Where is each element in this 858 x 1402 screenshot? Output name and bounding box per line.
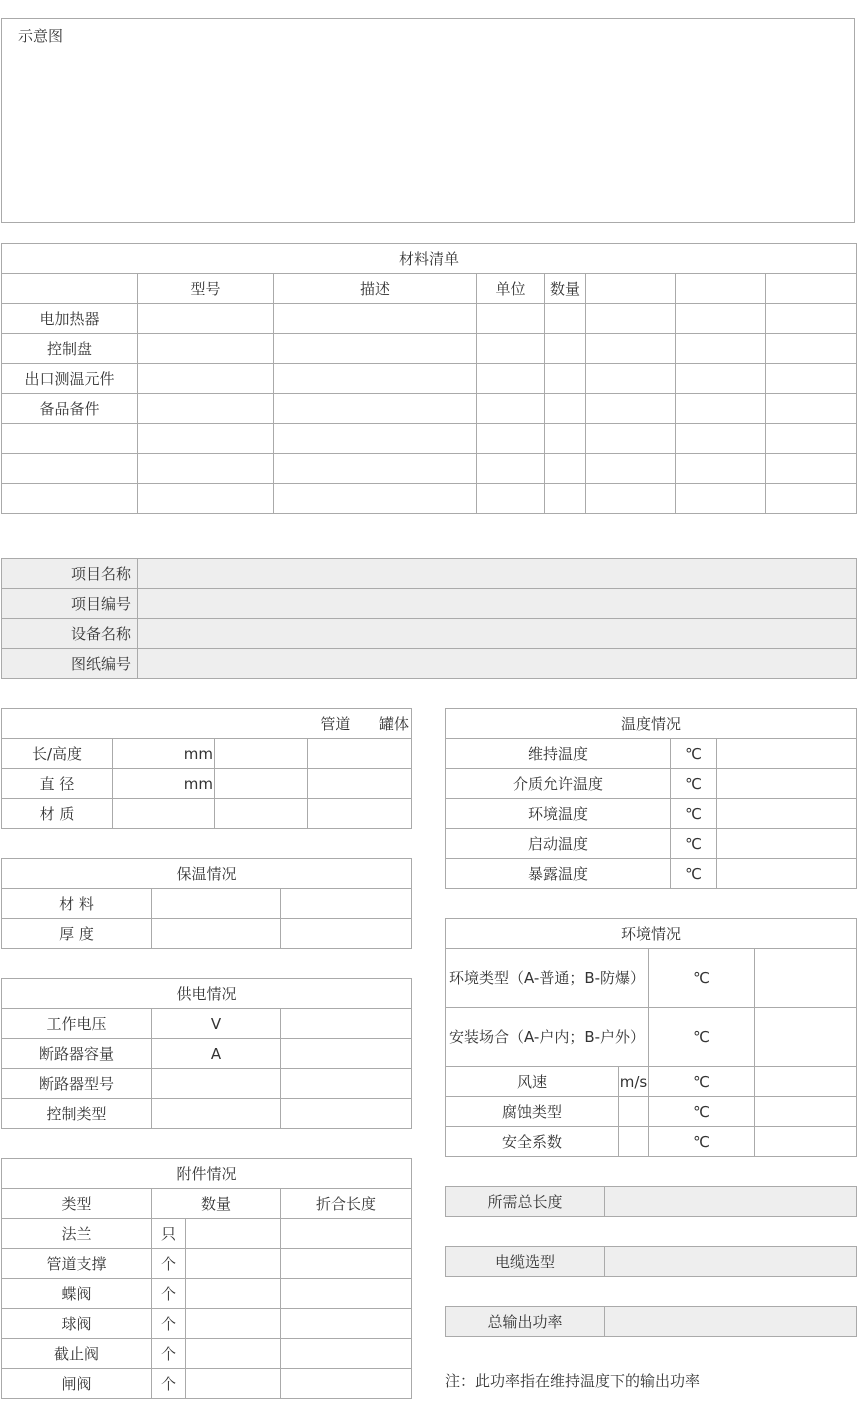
cell[interactable]: [766, 304, 857, 334]
materials-row-label: 备品备件: [2, 394, 138, 424]
cell[interactable]: [766, 364, 857, 394]
cell[interactable]: [586, 304, 676, 334]
materials-row-label: 控制盘: [2, 334, 138, 364]
insulation-table: [1, 858, 412, 949]
project-name-value[interactable]: [138, 559, 857, 589]
accessory-label: 管道支撑: [2, 1249, 152, 1279]
cell[interactable]: [138, 484, 274, 514]
cell[interactable]: [676, 424, 766, 454]
cell[interactable]: [477, 454, 545, 484]
cell[interactable]: [138, 394, 274, 424]
table-row: [2, 304, 857, 334]
cell[interactable]: [281, 1339, 412, 1369]
cell[interactable]: [545, 394, 586, 424]
environment-table: [445, 918, 857, 1157]
table-row: [2, 619, 857, 649]
materials-row-label: 电加热器: [2, 304, 138, 334]
celsius-unit: ℃: [649, 1097, 755, 1127]
cell[interactable]: [676, 484, 766, 514]
celsius-unit: ℃: [649, 1008, 755, 1067]
table-row: [2, 589, 857, 619]
cell[interactable]: [152, 889, 281, 919]
cell[interactable]: [138, 304, 274, 334]
cell[interactable]: [586, 454, 676, 484]
table-row: [2, 1249, 412, 1279]
pipe-header-pipe: 管道: [320, 715, 351, 733]
accessories-header: 类型: [2, 1189, 152, 1219]
project-name-label: 项目名称: [2, 559, 138, 589]
cell[interactable]: [676, 454, 766, 484]
cell[interactable]: [717, 859, 857, 889]
table-row: [2, 334, 857, 364]
temperature-title: 温度情况: [446, 709, 857, 739]
insulation-row-label: 材 料: [2, 889, 152, 919]
table-row: [446, 799, 857, 829]
accessory-unit: 个: [152, 1249, 186, 1279]
accessory-unit: 个: [152, 1369, 186, 1399]
cell[interactable]: [545, 364, 586, 394]
cell[interactable]: [274, 484, 477, 514]
cell[interactable]: [755, 1067, 857, 1097]
materials-header: [676, 274, 766, 304]
accessory-unit: 个: [152, 1339, 186, 1369]
cell[interactable]: [755, 1127, 857, 1157]
accessories-header: 折合长度: [281, 1189, 412, 1219]
power-row-unit: V: [152, 1009, 281, 1039]
total-length-label: 所需总长度: [446, 1187, 605, 1217]
cell[interactable]: [215, 769, 308, 799]
table-row: [2, 889, 412, 919]
temperature-row-label: 介质允许温度: [446, 769, 671, 799]
cell[interactable]: [274, 334, 477, 364]
cell[interactable]: [274, 454, 477, 484]
materials-row-label: 出口测温元件: [2, 364, 138, 394]
materials-header: 数量: [545, 274, 586, 304]
cell[interactable]: [766, 454, 857, 484]
environment-row-label: 风速: [446, 1067, 619, 1097]
accessories-table: [1, 1158, 412, 1399]
table-row: [2, 1279, 412, 1309]
power-row-label: 工作电压: [2, 1009, 152, 1039]
table-row: [446, 949, 857, 1008]
power-row-unit: [152, 1099, 281, 1129]
temperature-row-label: 环境温度: [446, 799, 671, 829]
environment-row-label: 腐蚀类型: [446, 1097, 619, 1127]
cell[interactable]: [586, 424, 676, 454]
table-row: [2, 1039, 412, 1069]
table-row: [2, 1069, 412, 1099]
cell[interactable]: [477, 334, 545, 364]
pipe-row-label: 材 质: [2, 799, 113, 829]
cell[interactable]: [586, 484, 676, 514]
cell[interactable]: [138, 364, 274, 394]
pipe-row-unit: mm: [113, 739, 215, 769]
total-power-table: [445, 1306, 857, 1337]
total-length-value[interactable]: [605, 1187, 857, 1217]
cell[interactable]: [308, 769, 412, 799]
cell[interactable]: [766, 334, 857, 364]
table-row: [2, 1369, 412, 1399]
cell[interactable]: [766, 394, 857, 424]
table-row: [446, 739, 857, 769]
equipment-name-label: 设备名称: [2, 619, 138, 649]
accessories-header: 数量: [152, 1189, 281, 1219]
environment-title: 环境情况: [446, 919, 857, 949]
materials-header: 单位: [477, 274, 545, 304]
cell[interactable]: [477, 394, 545, 424]
table-row: [2, 799, 412, 829]
cable-value[interactable]: [605, 1247, 857, 1277]
cell[interactable]: [281, 1249, 412, 1279]
accessory-label: 闸阀: [2, 1369, 152, 1399]
pipe-table: [1, 708, 412, 829]
cell[interactable]: [138, 454, 274, 484]
cell[interactable]: [138, 424, 274, 454]
table-row: [446, 1307, 857, 1337]
celsius-unit: ℃: [671, 799, 717, 829]
cell[interactable]: [186, 1249, 281, 1279]
cell[interactable]: [281, 1369, 412, 1399]
table-row: [446, 1187, 857, 1217]
cell[interactable]: [281, 889, 412, 919]
celsius-unit: ℃: [671, 859, 717, 889]
table-row: [2, 1309, 412, 1339]
environment-row-sub: [619, 1127, 649, 1157]
drawing-number-value[interactable]: [138, 649, 857, 679]
table-row: [446, 859, 857, 889]
table-row: [2, 649, 857, 679]
materials-header: [2, 274, 138, 304]
cell[interactable]: [186, 1339, 281, 1369]
power-row-label: 断路器型号: [2, 1069, 152, 1099]
celsius-unit: ℃: [671, 769, 717, 799]
table-row: [446, 1008, 857, 1067]
cell[interactable]: [274, 424, 477, 454]
cell[interactable]: [477, 364, 545, 394]
insulation-row-label: 厚 度: [2, 919, 152, 949]
cell[interactable]: [281, 1219, 412, 1249]
cell[interactable]: [274, 364, 477, 394]
pipe-row-unit: [113, 799, 215, 829]
pipe-row-unit: mm: [113, 769, 215, 799]
table-row: [2, 919, 412, 949]
cell[interactable]: [281, 1069, 412, 1099]
environment-row-sub: m/s: [619, 1067, 649, 1097]
cell[interactable]: [545, 484, 586, 514]
table-row: [2, 424, 857, 454]
celsius-unit: ℃: [649, 949, 755, 1008]
cell[interactable]: [586, 394, 676, 424]
environment-row-label: 环境类型（A-普通；B-防爆）: [446, 949, 649, 1008]
table-row: [446, 829, 857, 859]
pipe-header: [2, 709, 412, 739]
table-row: [446, 769, 857, 799]
power-row-label: 断路器容量: [2, 1039, 152, 1069]
project-table: [1, 558, 857, 679]
drawing-number-label: 图纸编号: [2, 649, 138, 679]
pipe-row-label: 长/高度: [2, 739, 113, 769]
table-row: [2, 1099, 412, 1129]
environment-row-label: 安装场合（A-户内；B-户外）: [446, 1008, 649, 1067]
materials-row-label: [2, 484, 138, 514]
power-title: 供电情况: [2, 979, 412, 1009]
cell[interactable]: [281, 1039, 412, 1069]
table-row: [2, 1339, 412, 1369]
cell[interactable]: [755, 1008, 857, 1067]
cell[interactable]: [281, 1279, 412, 1309]
cell[interactable]: [186, 1279, 281, 1309]
cell[interactable]: [477, 424, 545, 454]
accessory-label: 法兰: [2, 1219, 152, 1249]
cell[interactable]: [274, 304, 477, 334]
equipment-name-value[interactable]: [138, 619, 857, 649]
materials-table: [1, 243, 857, 514]
power-row-label: 控制类型: [2, 1099, 152, 1129]
table-row: [446, 1097, 857, 1127]
power-row-unit: A: [152, 1039, 281, 1069]
accessory-label: 截止阀: [2, 1339, 152, 1369]
celsius-unit: ℃: [649, 1067, 755, 1097]
cell[interactable]: [477, 484, 545, 514]
accessory-label: 球阀: [2, 1309, 152, 1339]
diagram-label: 示意图: [18, 27, 64, 45]
cell[interactable]: [755, 1097, 857, 1127]
celsius-unit: ℃: [649, 1127, 755, 1157]
cell[interactable]: [186, 1309, 281, 1339]
cell[interactable]: [308, 799, 412, 829]
cell[interactable]: [676, 334, 766, 364]
table-row: [2, 364, 857, 394]
environment-row-label: 安全系数: [446, 1127, 619, 1157]
table-row: [2, 484, 857, 514]
cell[interactable]: [186, 1369, 281, 1399]
cell[interactable]: [586, 364, 676, 394]
accessories-title: 附件情况: [2, 1159, 412, 1189]
diagram-box: [1, 18, 855, 223]
cell[interactable]: [545, 454, 586, 484]
cell[interactable]: [676, 304, 766, 334]
table-row: [2, 769, 412, 799]
temperature-row-label: 维持温度: [446, 739, 671, 769]
accessory-unit: 个: [152, 1279, 186, 1309]
total-power-label: 总输出功率: [446, 1307, 605, 1337]
pipe-row-label: 直 径: [2, 769, 113, 799]
pipe-header-tank: 罐体: [379, 715, 410, 733]
celsius-unit: ℃: [671, 829, 717, 859]
accessory-unit: 个: [152, 1309, 186, 1339]
power-row-unit: [152, 1069, 281, 1099]
materials-header: [766, 274, 857, 304]
cell[interactable]: [766, 424, 857, 454]
total-length-table: [445, 1186, 857, 1217]
cell[interactable]: [545, 424, 586, 454]
cell[interactable]: [281, 1099, 412, 1129]
project-number-value[interactable]: [138, 589, 857, 619]
cell[interactable]: [138, 334, 274, 364]
cell[interactable]: [586, 334, 676, 364]
temperature-row-label: 启动温度: [446, 829, 671, 859]
materials-header: 型号: [138, 274, 274, 304]
table-row: [2, 739, 412, 769]
table-row: [2, 454, 857, 484]
table-row: [446, 1127, 857, 1157]
table-row: [446, 1067, 857, 1097]
table-row: [2, 1219, 412, 1249]
power-note: 注：此功率指在维持温度下的输出功率: [445, 1372, 701, 1390]
table-row: [2, 1009, 412, 1039]
cell[interactable]: [766, 484, 857, 514]
materials-row-label: [2, 424, 138, 454]
cell[interactable]: [717, 739, 857, 769]
table-row: [2, 394, 857, 424]
cell[interactable]: [477, 304, 545, 334]
table-row: [2, 559, 857, 589]
cell[interactable]: [545, 334, 586, 364]
temperature-table: [445, 708, 857, 889]
environment-row-sub: [619, 1097, 649, 1127]
materials-row-label: [2, 454, 138, 484]
power-table: [1, 978, 412, 1129]
table-row: [446, 1247, 857, 1277]
cell[interactable]: [215, 739, 308, 769]
cell[interactable]: [281, 1009, 412, 1039]
cell[interactable]: [717, 799, 857, 829]
cell[interactable]: [186, 1219, 281, 1249]
cell[interactable]: [281, 1309, 412, 1339]
cell[interactable]: [676, 364, 766, 394]
temperature-row-label: 暴露温度: [446, 859, 671, 889]
cell[interactable]: [152, 919, 281, 949]
accessory-unit: 只: [152, 1219, 186, 1249]
materials-title: 材料清单: [2, 244, 857, 274]
materials-header: [586, 274, 676, 304]
cable-label: 电缆选型: [446, 1247, 605, 1277]
cell[interactable]: [215, 799, 308, 829]
cell[interactable]: [755, 949, 857, 1008]
cable-table: [445, 1246, 857, 1277]
cell[interactable]: [545, 304, 586, 334]
insulation-title: 保温情况: [2, 859, 412, 889]
cell[interactable]: [676, 394, 766, 424]
cell[interactable]: [717, 769, 857, 799]
accessory-label: 蝶阀: [2, 1279, 152, 1309]
cell[interactable]: [717, 829, 857, 859]
cell[interactable]: [274, 394, 477, 424]
cell[interactable]: [281, 919, 412, 949]
total-power-value[interactable]: [605, 1307, 857, 1337]
celsius-unit: ℃: [671, 739, 717, 769]
project-number-label: 项目编号: [2, 589, 138, 619]
materials-header: 描述: [274, 274, 477, 304]
cell[interactable]: [308, 739, 412, 769]
